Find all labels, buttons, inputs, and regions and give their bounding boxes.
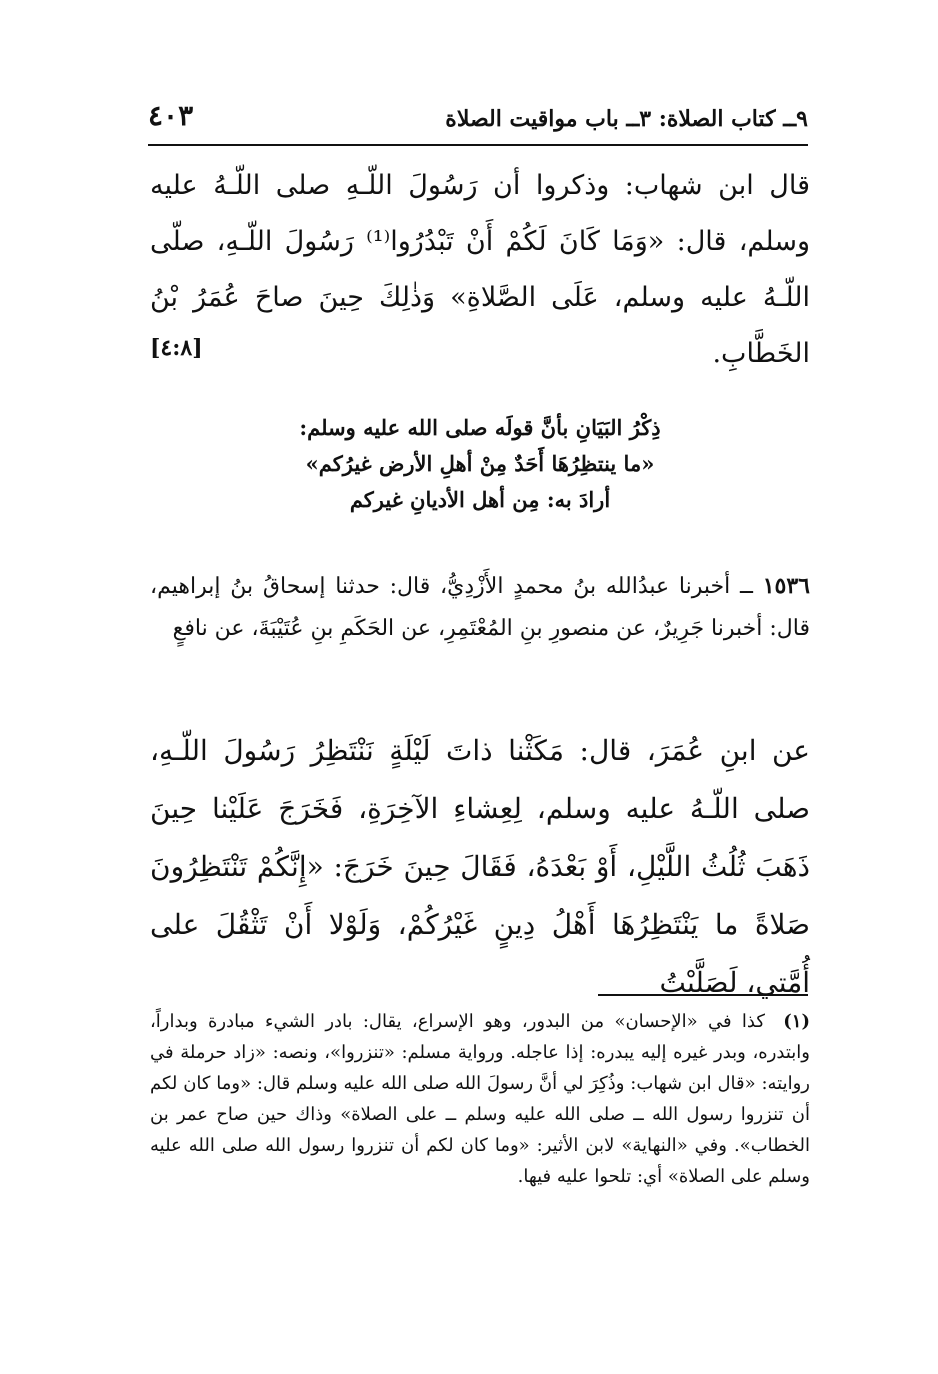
header-title: ٩ــ كتاب الصلاة: ٣ــ باب مواقيت الصلاة	[445, 106, 808, 132]
hadith-isnad-text: ــ أخبرنا عبدُالله بنُ محمدٍ الأَزْدِيُّ، قال: حدثنا إسحاقُ بنُ إبراهيم، قال: أخبرنا جَرِيرٌ، عن منصورِ بنِ المُعْتَمِرِ، عن الحَكَمِ بنِ عُتَيْبَةَ، عن نافعٍ	[150, 574, 810, 641]
footnote-rule	[598, 994, 808, 996]
section-heading-line-2: «ما ينتظِرُهَا أَحَدٌ مِنْ أهلِ الأرض غيرُكم»	[305, 451, 655, 476]
hadith-isnad	[150, 565, 810, 650]
running-header	[148, 88, 808, 132]
header-rule	[148, 144, 808, 146]
intro-paragraph: قال ابن شهاب: وذكروا أن رَسُولَ اللّـهِ صلى اللّـهُ عليه وسلم، قال: «وَمَا كَانَ لَكُمْ أَنْ تَبْدُرُوا⁽¹⁾ رَسُولَ اللّـهِ، صلّى اللّـهُ عليه وسلم، عَلَى الصَّلاةِ» وَذٰلِكَ حِينَ صاحَ عُمَرُ بْنُ الخَطَّابِ.	[150, 170, 810, 369]
section-heading-line-1: ذِكْرُ البَيَانِ بأنَّ قولَه صلى الله عليه وسلم:	[299, 415, 661, 440]
hadith-number: ١٥٣٦	[762, 573, 810, 599]
page-number: ٤٠٣	[148, 99, 194, 132]
reference-tag: [٤:٨]	[150, 335, 203, 361]
hadith-matn: عن ابنِ عُمَرَ، قال: مَكَثْنا ذاتَ لَيْلَةٍ نَنْتَظِرُ رَسُولَ اللّـهِ، صلى اللّـهُ عليه وسلم، لِعِشاءِ الآخِرَةِ، فَخَرَجَ عَلَيْنا حِينَ ذَهَبَ ثُلُثُ اللَّيْلِ، أَوْ بَعْدَهُ، فَقَالَ حِينَ خَرَجَ: «إِنَّكُمْ تَنْتَظِرُونَ صَلاةً ما يَنْتَظِرُهَا أَهْلُ دِينٍ غَيْرُكُمْ، وَلَوْلا أَنْ تَثْقُلَ على أُمَّتي، لَصَلَّيْتُ	[150, 734, 810, 999]
section-heading	[150, 410, 810, 518]
section-heading-line-3: أرادَ به: مِن أهل الأديانِ غيركم	[349, 487, 611, 512]
footnote	[150, 1006, 810, 1192]
footnote-marker: (١)	[783, 1011, 810, 1032]
footnote-text: كذا في «الإحسان» من البدور، وهو الإسراع، يقال: بادر الشيء مبادرة وبداراً، وابتدره، وبدر غيره إليه يبدره: إذا عاجله. ورواية مسلم: «تنزروا»، ونصه: «زاد حرملة في روايته: «قال ابن شهاب: وذُكِرَ لي أنَّ رسولَ الله صلى الله عليه وسلم قال: «وما كان لكم أن تنزروا رسول الله ــ صلى الله عليه وسلم ــ على الصلاة» وذاك حين صاح عمر بن الخطاب». وفي «النهاية» لابن الأثير: «وما كان لكم أن تنزروا رسول الله صلى الله عليه وسلم على الصلاة» أي: تلحوا عليه فيها.	[150, 1011, 810, 1187]
